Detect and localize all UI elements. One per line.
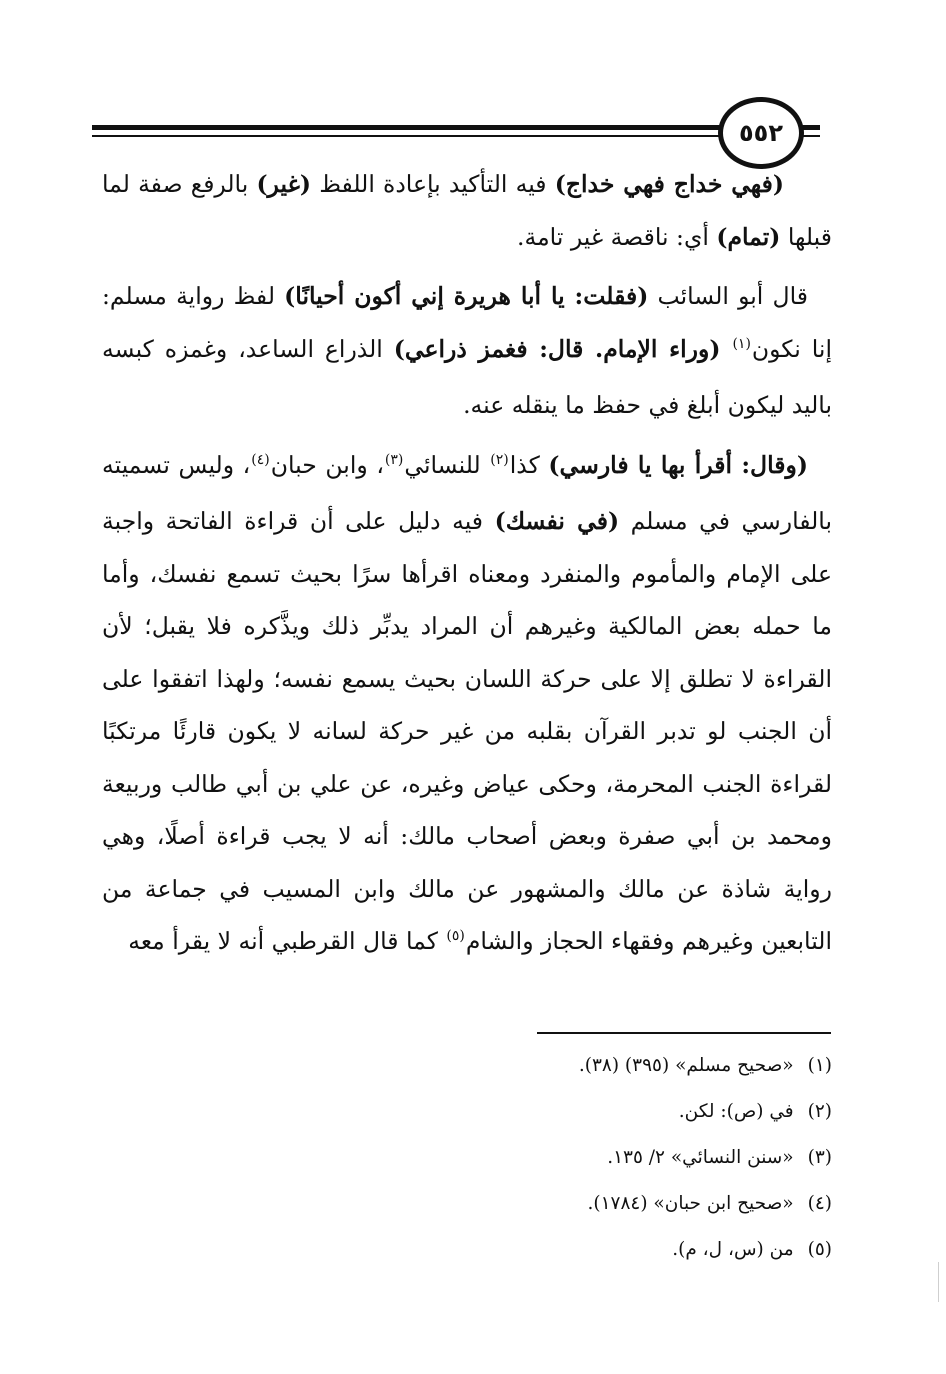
footnote-2: [300, 1094, 832, 1140]
footnote-number: (٣): [807, 1147, 832, 1168]
paragraph-3: [102, 439, 832, 972]
footnote-text: «سنن النسائي» ٢/ ١٣٥.: [607, 1147, 794, 1168]
footnote-ref: (٢): [490, 451, 509, 468]
header-rule-thin: [92, 135, 732, 137]
bold-quote: (فقلت: يا أبا هريرة إني أكون أحيانًا): [284, 282, 649, 310]
paragraph-1: [102, 158, 832, 263]
text-run: ، وابن حبان: [270, 450, 384, 479]
footnote-text: في (ص): لكن.: [678, 1101, 794, 1122]
footnote-number: (١): [807, 1055, 832, 1076]
text-run: لفظ رواية مسلم: إنا نكون: [102, 282, 832, 363]
text-run: ، وليس تسميته بالفارسي في مسلم: [102, 450, 832, 535]
bold-quote: (وراء الإمام. قال: فغمز ذراعي): [393, 334, 721, 363]
footnote-text: من (س، ل، م).: [672, 1239, 794, 1260]
text-run: الذراع الساعد، وغمزه كبسه باليد ليكون أبلغ في حفظ ما ينقله عنه.: [102, 334, 832, 419]
bold-quote: (في نفسك): [494, 507, 620, 535]
header-rule-thick: [92, 125, 732, 130]
bold-quote: (تمام): [716, 222, 781, 251]
footnote-text: «صحيح ابن حبان» (١٧٨٤).: [587, 1193, 794, 1214]
bold-quote: (غير): [256, 170, 312, 198]
bold-quote: (فهي خداج فهي خداج): [554, 170, 784, 198]
main-text: [102, 158, 832, 979]
page-number: ٥٥٢: [718, 97, 804, 169]
footnote-ref: (١): [732, 335, 751, 352]
footnote-ref: (٣): [384, 451, 404, 468]
footnote-3: [300, 1140, 832, 1186]
footnote-ref: (٤): [251, 451, 270, 468]
footnote-text: «صحيح مسلم» (٣٩٥) (٣٨).: [578, 1055, 794, 1076]
text-run: [721, 335, 732, 363]
text-run: فيه دليل على أن قراءة الفاتحة واجبة على الإمام والمأموم والمنفرد ومعناه اقرأها سرًا بحيث تسمع نفسك، وأما ما حمله بعض المالكية وغيرهم أن المراد يدبِّر ذلك ويذَّكره فلا يقبل؛ لأن القراءة لا تطلق إلا على حركة اللسان بحيث يسمع نفسه؛ ولهذا اتفقوا على أن الجنب لو تدبر القرآن بقلبه من غير حركة لسانه لا يكون قارئًا مرتكبًا لقراءة الجنب المحرمة، وحكى عياض وغيره، عن علي بن أبي طالب وربيعة ومحمد بن أبي صفرة وبعض أصحاب مالك: أنه لا يجب قراءة أصلًا، وهي رواية شاذة عن مالك والمشهور عن مالك وابن المسيب في جماعة من التابعين وغيرهم وفقهاء الحجاز والشام: [102, 507, 832, 955]
footnote-ref: (٥): [446, 928, 465, 944]
footnote-number: (٢): [807, 1101, 832, 1122]
footnote-1: [300, 1048, 832, 1094]
footnote-number: (٥): [807, 1239, 832, 1260]
footnote-5: [300, 1232, 832, 1278]
text-run: قال أبو السائب: [648, 282, 808, 310]
text-run: كذا: [509, 450, 549, 479]
footnote-4: [300, 1186, 832, 1232]
bold-quote: (وقال: أقرأ بها يا فارسي): [548, 450, 808, 479]
text-run: للنسائي: [404, 450, 490, 479]
footnote-separator: [537, 1032, 831, 1034]
scan-edge-mark: [938, 1262, 939, 1302]
text-run: كما قال القرطبي أنه لا يقرأ معه: [128, 927, 446, 955]
text-run: بالرفع صفة لما قبلها: [102, 170, 832, 251]
footnotes: [300, 1048, 832, 1278]
text-run: فيه التأكيد بإعادة اللفظ: [311, 170, 555, 198]
paragraph-2: [102, 270, 832, 432]
footnote-number: (٤): [807, 1193, 832, 1214]
text-run: أي: ناقصة غير تامة.: [517, 222, 717, 251]
